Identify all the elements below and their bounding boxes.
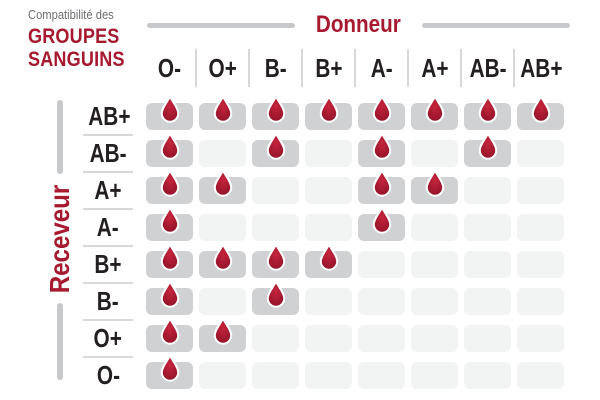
blood-drop-icon	[424, 95, 446, 123]
matrix-row	[83, 325, 570, 352]
matrix-row	[83, 362, 570, 389]
compat-cell	[252, 140, 299, 167]
compat-cell	[411, 325, 458, 352]
compat-cell	[464, 140, 511, 167]
blood-drop-icon	[159, 95, 181, 123]
receiver-row-label: B-	[83, 288, 133, 315]
chart-title-eyebrow: Compatibilité des	[28, 7, 114, 22]
matrix-row	[83, 103, 570, 130]
donor-axis-header	[147, 11, 570, 39]
compat-cell	[464, 325, 511, 352]
blood-drop-icon	[159, 132, 181, 160]
matrix-row-cells	[146, 251, 570, 278]
compat-cell	[252, 325, 299, 352]
blood-drop-icon	[159, 354, 181, 382]
blood-drop-icon	[318, 95, 340, 123]
blood-drop-icon	[212, 243, 234, 271]
compat-cell	[358, 103, 405, 130]
chart-title-line2: SANGUINS	[28, 48, 125, 71]
compat-cell	[146, 177, 193, 204]
matrix-row	[83, 288, 570, 315]
compat-cell	[305, 362, 352, 389]
blood-drop-icon	[371, 132, 393, 160]
compat-cell	[358, 214, 405, 241]
compat-cell	[411, 362, 458, 389]
compat-cell	[411, 214, 458, 241]
compat-cell	[464, 103, 511, 130]
blood-drop-icon	[265, 243, 287, 271]
compat-cell	[517, 103, 564, 130]
donor-axis-label: Donneur	[316, 11, 401, 38]
blood-drop-icon	[424, 169, 446, 197]
donor-axis-line-left	[147, 23, 295, 28]
compat-cell	[199, 362, 246, 389]
compat-cell	[358, 288, 405, 315]
compat-cell	[358, 325, 405, 352]
receiver-row-label: A-	[83, 214, 133, 241]
matrix-row-cells	[146, 214, 570, 241]
blood-drop-icon	[477, 95, 499, 123]
blood-drop-icon	[212, 95, 234, 123]
compat-cell	[517, 140, 564, 167]
compat-cell	[305, 325, 352, 352]
matrix-row	[83, 251, 570, 278]
compat-cell	[199, 251, 246, 278]
compat-cell	[252, 103, 299, 130]
compat-cell	[252, 362, 299, 389]
blood-drop-icon	[265, 132, 287, 160]
blood-drop-icon	[477, 132, 499, 160]
compat-cell	[411, 177, 458, 204]
compat-cell	[199, 214, 246, 241]
compat-cell	[146, 140, 193, 167]
compat-cell	[199, 288, 246, 315]
matrix-row-cells	[146, 177, 570, 204]
compat-cell	[464, 362, 511, 389]
receiver-row-label: AB-	[83, 140, 133, 167]
compat-cell	[146, 103, 193, 130]
blood-drop-icon	[212, 317, 234, 345]
receiver-row-label: O-	[96, 360, 120, 390]
compat-cell	[305, 103, 352, 130]
matrix-row-cells	[146, 325, 570, 352]
donor-col-header: O+	[195, 49, 248, 87]
donor-col-header: A+	[407, 49, 460, 87]
donor-col-header: AB+	[513, 49, 568, 87]
compat-cell	[358, 177, 405, 204]
compat-cell	[199, 177, 246, 204]
compat-cell	[358, 251, 405, 278]
compat-cell	[517, 288, 564, 315]
receiver-row-label: A+	[83, 177, 133, 204]
chart-title-line1: GROUPES	[28, 25, 120, 48]
matrix-row-cells	[146, 140, 570, 167]
compatibility-matrix	[83, 103, 570, 399]
blood-drop-icon	[265, 280, 287, 308]
matrix-row	[83, 177, 570, 204]
compat-cell	[146, 214, 193, 241]
donor-col-header: B+	[301, 49, 354, 87]
compat-cell	[517, 177, 564, 204]
compat-cell	[305, 140, 352, 167]
compat-cell	[252, 177, 299, 204]
receiver-axis-bar-top	[57, 100, 63, 174]
donor-col-header: B-	[248, 49, 301, 87]
compat-cell	[146, 325, 193, 352]
blood-drop-icon	[159, 243, 181, 271]
compat-cell	[464, 177, 511, 204]
receiver-row-label: O+	[83, 325, 133, 352]
compat-cell	[411, 288, 458, 315]
compat-cell	[199, 103, 246, 130]
receiver-axis-label: Receveur	[44, 184, 75, 294]
compat-cell	[464, 251, 511, 278]
blood-drop-icon	[371, 206, 393, 234]
matrix-row-cells	[146, 103, 570, 130]
blood-drop-icon	[159, 206, 181, 234]
compat-cell	[517, 251, 564, 278]
compat-cell	[305, 288, 352, 315]
compat-cell	[146, 288, 193, 315]
compat-cell	[305, 251, 352, 278]
compat-cell	[252, 214, 299, 241]
blood-drop-icon	[371, 169, 393, 197]
receiver-axis-bar-bottom	[57, 303, 63, 380]
compat-cell	[358, 362, 405, 389]
compat-cell	[411, 103, 458, 130]
compat-cell	[517, 214, 564, 241]
chart-title-block	[28, 8, 140, 71]
receiver-row-label: B+	[83, 251, 133, 278]
compat-cell	[517, 362, 564, 389]
blood-drop-icon	[159, 317, 181, 345]
compat-cell	[411, 251, 458, 278]
compat-cell	[464, 288, 511, 315]
blood-drop-icon	[159, 169, 181, 197]
blood-drop-icon	[159, 280, 181, 308]
matrix-row-cells	[146, 288, 570, 315]
donor-column-headers	[144, 49, 568, 87]
compat-cell	[199, 325, 246, 352]
donor-col-header: O-	[157, 52, 182, 83]
compat-cell	[252, 251, 299, 278]
blood-drop-icon	[265, 95, 287, 123]
compat-cell	[464, 214, 511, 241]
matrix-row	[83, 140, 570, 167]
compat-cell	[517, 325, 564, 352]
compat-cell	[305, 214, 352, 241]
blood-drop-icon	[212, 169, 234, 197]
compat-cell	[252, 288, 299, 315]
matrix-row-cells	[146, 362, 570, 389]
receiver-row-label: AB+	[83, 103, 133, 130]
compat-cell	[199, 140, 246, 167]
compat-cell	[305, 177, 352, 204]
matrix-row	[83, 214, 570, 241]
compat-cell	[358, 140, 405, 167]
compat-cell	[146, 251, 193, 278]
compat-cell	[411, 140, 458, 167]
donor-col-header: A-	[354, 49, 407, 87]
blood-drop-icon	[318, 243, 340, 271]
compat-cell	[146, 362, 193, 389]
blood-drop-icon	[371, 95, 393, 123]
donor-axis-line-right	[422, 23, 570, 28]
blood-drop-icon	[530, 95, 552, 123]
donor-col-header: AB-	[460, 49, 513, 87]
